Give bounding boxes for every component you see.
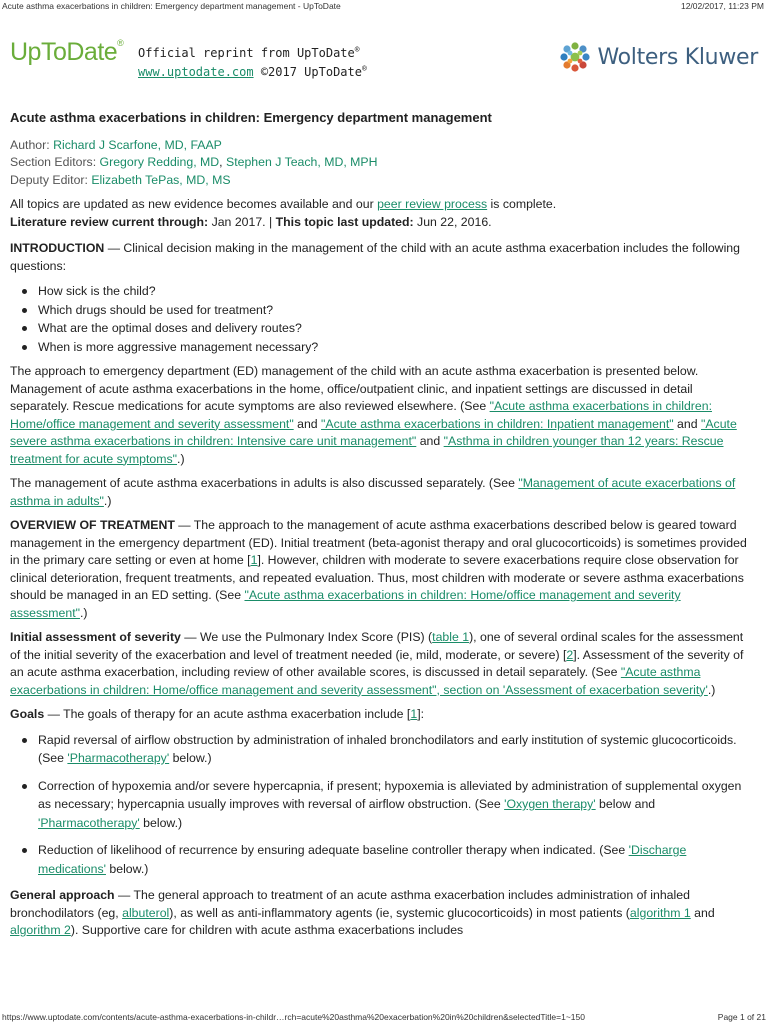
- print-footer-url: https://www.uptodate.com/contents/acute-asthma-exacerbations-in-childr…rch=acute%20asthma%20exacerbation%20in%20children&selectedTitle=1~150: [2, 1012, 585, 1022]
- uptodate-logo-text: UpToDate: [10, 38, 118, 66]
- goal-3-end: below.): [105, 861, 149, 876]
- list-item: [20, 777, 754, 833]
- algorithm-2-link[interactable]: algorithm 2: [10, 923, 71, 937]
- table-1-link[interactable]: table 1: [432, 630, 470, 644]
- overview-text-2: ]. However, children with moderate to severe exacerbations require close observation for clinical deterioration, frequent treatments, and repeated evaluation. Thus, most children with moderate or severe asthma exacerbations should be managed in an ED setting. (See: [10, 553, 744, 602]
- goals-text-end: ]:: [417, 707, 425, 721]
- intro-p2-and2: and: [673, 416, 701, 431]
- pharmacotherapy-link[interactable]: 'Pharmacotherapy': [67, 751, 170, 765]
- overview-paragraph: [10, 517, 754, 622]
- update-info: [10, 196, 754, 231]
- reference-link-goals[interactable]: 1: [410, 707, 418, 721]
- author-row: [10, 137, 754, 155]
- section-editor-1-link[interactable]: Gregory Redding, MD: [99, 155, 220, 169]
- reprint-line: Official reprint from UpToDate: [138, 46, 355, 60]
- reference-link-1[interactable]: 1: [250, 553, 258, 567]
- section-editors-label: Section Editors:: [10, 155, 97, 169]
- section-editor-2-link[interactable]: Stephen J Teach, MD, MPH: [226, 155, 378, 169]
- uptodate-logo[interactable]: UpToDate®: [10, 38, 124, 66]
- goals-text: — The goals of therapy for an acute asthma exacerbation include [: [44, 707, 411, 721]
- print-footer: [0, 1010, 768, 1024]
- wolters-kluwer-logo[interactable]: [558, 40, 758, 74]
- intro-text: — Clinical decision making in the management of the child with an acute asthma exacerbation includes the following questions:: [10, 241, 740, 273]
- intro-p2-and3: and: [416, 434, 444, 448]
- link-severity-assessment-section[interactable]: "Acute asthma exacerbations in children: Home/office management and severity assessment", section on 'Assessment of exacerbation severity': [10, 665, 708, 697]
- general-approach-paragraph: [10, 887, 754, 940]
- reprint-url-link[interactable]: www.uptodate.com: [138, 65, 254, 79]
- initial-assessment-heading: Initial assessment of severity: [10, 630, 181, 644]
- intro-p2-end: .): [177, 451, 185, 466]
- general-approach-heading: General approach: [10, 888, 115, 902]
- goal-2-text: Correction of hypoxemia and/or severe hypercapnia, if present; hypoxemia is alleviated by administration of supplemental oxygen as necessary; hypercapnia usually improves with reversal of airflow obstruction. (See: [38, 778, 742, 811]
- goal-2-end: below.): [139, 815, 183, 830]
- author-link[interactable]: Richard J Scarfone, MD, FAAP: [53, 137, 222, 152]
- link-home-office-management[interactable]: "Acute asthma exacerbations in children: Home/office management and severity assessment": [10, 399, 712, 431]
- initial-assessment-text-1: — We use the Pulmonary Index Score (PIS) (: [180, 630, 433, 644]
- oxygen-therapy-link[interactable]: 'Oxygen therapy': [504, 797, 596, 811]
- algorithm-1-link[interactable]: algorithm 1: [629, 905, 691, 920]
- deputy-editor-row: [10, 172, 754, 190]
- intro-paragraph-2: [10, 363, 754, 468]
- general-text-3: ). Supportive care for children with acute asthma exacerbations includes: [70, 923, 464, 937]
- general-and: and: [690, 905, 715, 920]
- overview-end: .): [79, 605, 88, 620]
- section-editors-row: Section Editors: Gregory Redding, MD, Stephen J Teach, MD, MPH: [10, 155, 378, 169]
- reprint-notice: Official reprint from UpToDate® www.uptodate.com ©2017 UpToDate®: [138, 45, 367, 79]
- list-item: What are the optimal doses and delivery routes?: [20, 319, 754, 338]
- print-header: [0, 0, 768, 12]
- initial-assessment-text-3: ]. Assessment of the severity of an acute asthma exacerbation, including review of other available scores, is discussed in detail separately. (See: [10, 647, 744, 679]
- initial-assessment-paragraph: [10, 629, 754, 699]
- initial-assessment-end: .): [707, 682, 716, 697]
- overview-text-1: — The approach to the management of acute asthma exacerbations described below is geared toward management in the emergency department (ED). Initial treatment (beta-agonist therapy and oral glucocorticoids) is sometimes provided in the primary care setting or even at home [: [10, 518, 747, 567]
- goals-paragraph: [10, 706, 754, 724]
- goal-2-mid: below and: [595, 797, 656, 811]
- print-header-datetime: 12/02/2017, 11:23 PM: [680, 1, 764, 11]
- link-rescue-treatment[interactable]: "Asthma in children younger than 12 years: Rescue treatment for acute symptoms": [10, 434, 724, 466]
- intro-questions-list: [20, 282, 754, 356]
- article-meta: [10, 137, 754, 190]
- link-inpatient-management[interactable]: "Acute asthma exacerbations in children: Inpatient management": [321, 416, 674, 431]
- intro-p2-and1: and: [293, 416, 322, 431]
- last-updated-label: This topic last updated:: [275, 214, 414, 229]
- deputy-editor-link[interactable]: Elizabeth TePas, MD, MS: [91, 172, 231, 187]
- lit-review-value: Jan 2017. |: [208, 214, 276, 229]
- goal-1-text: Rapid reversal of airflow obstruction by administration of inhaled bronchodilators and early institution of systemic glucocorticoids. (See: [38, 732, 737, 765]
- update-text-end: is complete.: [487, 197, 557, 211]
- brand-row: [10, 36, 758, 80]
- intro-paragraph-3: [10, 475, 754, 510]
- goals-list: [20, 731, 754, 879]
- update-text: All topics are updated as new evidence becomes available and our: [10, 197, 378, 211]
- goal-3-text: Reduction of likelihood of recurrence by ensuring adequate baseline controller therapy when indicated. (See: [38, 843, 629, 857]
- copyright: ©2017 UpToDate: [260, 65, 362, 79]
- last-updated-value: Jun 22, 2016.: [413, 214, 492, 229]
- list-item: Which drugs should be used for treatment?: [20, 301, 754, 320]
- peer-review-link[interactable]: peer review process: [377, 197, 488, 211]
- intro-heading: INTRODUCTION: [10, 241, 105, 255]
- reference-link-2[interactable]: 2: [566, 647, 574, 662]
- link-home-office-management-2[interactable]: "Acute asthma exacerbations in children: Home/office management and severity assessment": [10, 588, 681, 620]
- pharmacotherapy-link-2[interactable]: 'Pharmacotherapy': [38, 815, 140, 830]
- general-text-2: ), as well as anti-inflammatory agents (ie, systemic glucocorticoids) in most patients (: [169, 905, 630, 920]
- discharge-medications-link[interactable]: 'Discharge medications': [38, 843, 687, 876]
- article-content: [10, 109, 754, 947]
- list-item: [20, 731, 754, 768]
- article-title: Acute asthma exacerbations in children: Emergency department management: [10, 110, 492, 125]
- list-item: [20, 841, 754, 878]
- print-footer-page: Page 1 of 21: [717, 1012, 766, 1022]
- print-header-title: Acute asthma exacerbations in children: Emergency department management - UpToDate: [2, 1, 341, 11]
- deputy-editor-label: Deputy Editor:: [10, 172, 88, 187]
- goals-heading: Goals: [10, 707, 45, 721]
- intro-paragraph: [10, 240, 754, 275]
- goal-1-end: below.): [169, 751, 212, 765]
- intro-p3-end: .): [103, 493, 112, 508]
- intro-p3-text: The management of acute asthma exacerbations in adults is also discussed separately. (See: [10, 476, 519, 490]
- list-item: How sick is the child?: [20, 282, 754, 301]
- wolters-kluwer-globe-icon: [558, 40, 592, 74]
- list-item: When is more aggressive management necessary?: [20, 338, 754, 357]
- general-text-1: — The general approach to treatment of an acute asthma exacerbation includes administration of inhaled bronchodilators (eg,: [10, 888, 690, 920]
- author-label: Author:: [10, 137, 50, 152]
- initial-assessment-text-2: ), one of several ordinal scales for the assessment of the initial severity of the exacerbation and level of treatment needed (ie, mild, moderate, or severe) [: [10, 630, 744, 662]
- wolters-kluwer-text: Wolters Kluwer: [597, 44, 758, 70]
- albuterol-link[interactable]: albuterol: [122, 905, 170, 920]
- overview-heading: OVERVIEW OF TREATMENT: [10, 518, 175, 532]
- link-adult-management[interactable]: "Management of acute exacerbations of asthma in adults": [10, 476, 736, 508]
- lit-review-label: Literature review current through:: [10, 214, 209, 229]
- link-icu-management[interactable]: "Acute severe asthma exacerbations in children: Intensive care unit management": [10, 416, 737, 448]
- intro-p2-text: The approach to emergency department (ED) management of the child with an acute asthma exacerbation is presented below. Management of acute asthma exacerbations in the home, office/outpatient clinic, and inpatient settings are discussed in detail separately. Rescue medications for acute symptoms are also reviewed elsewhere. (See: [10, 364, 699, 413]
